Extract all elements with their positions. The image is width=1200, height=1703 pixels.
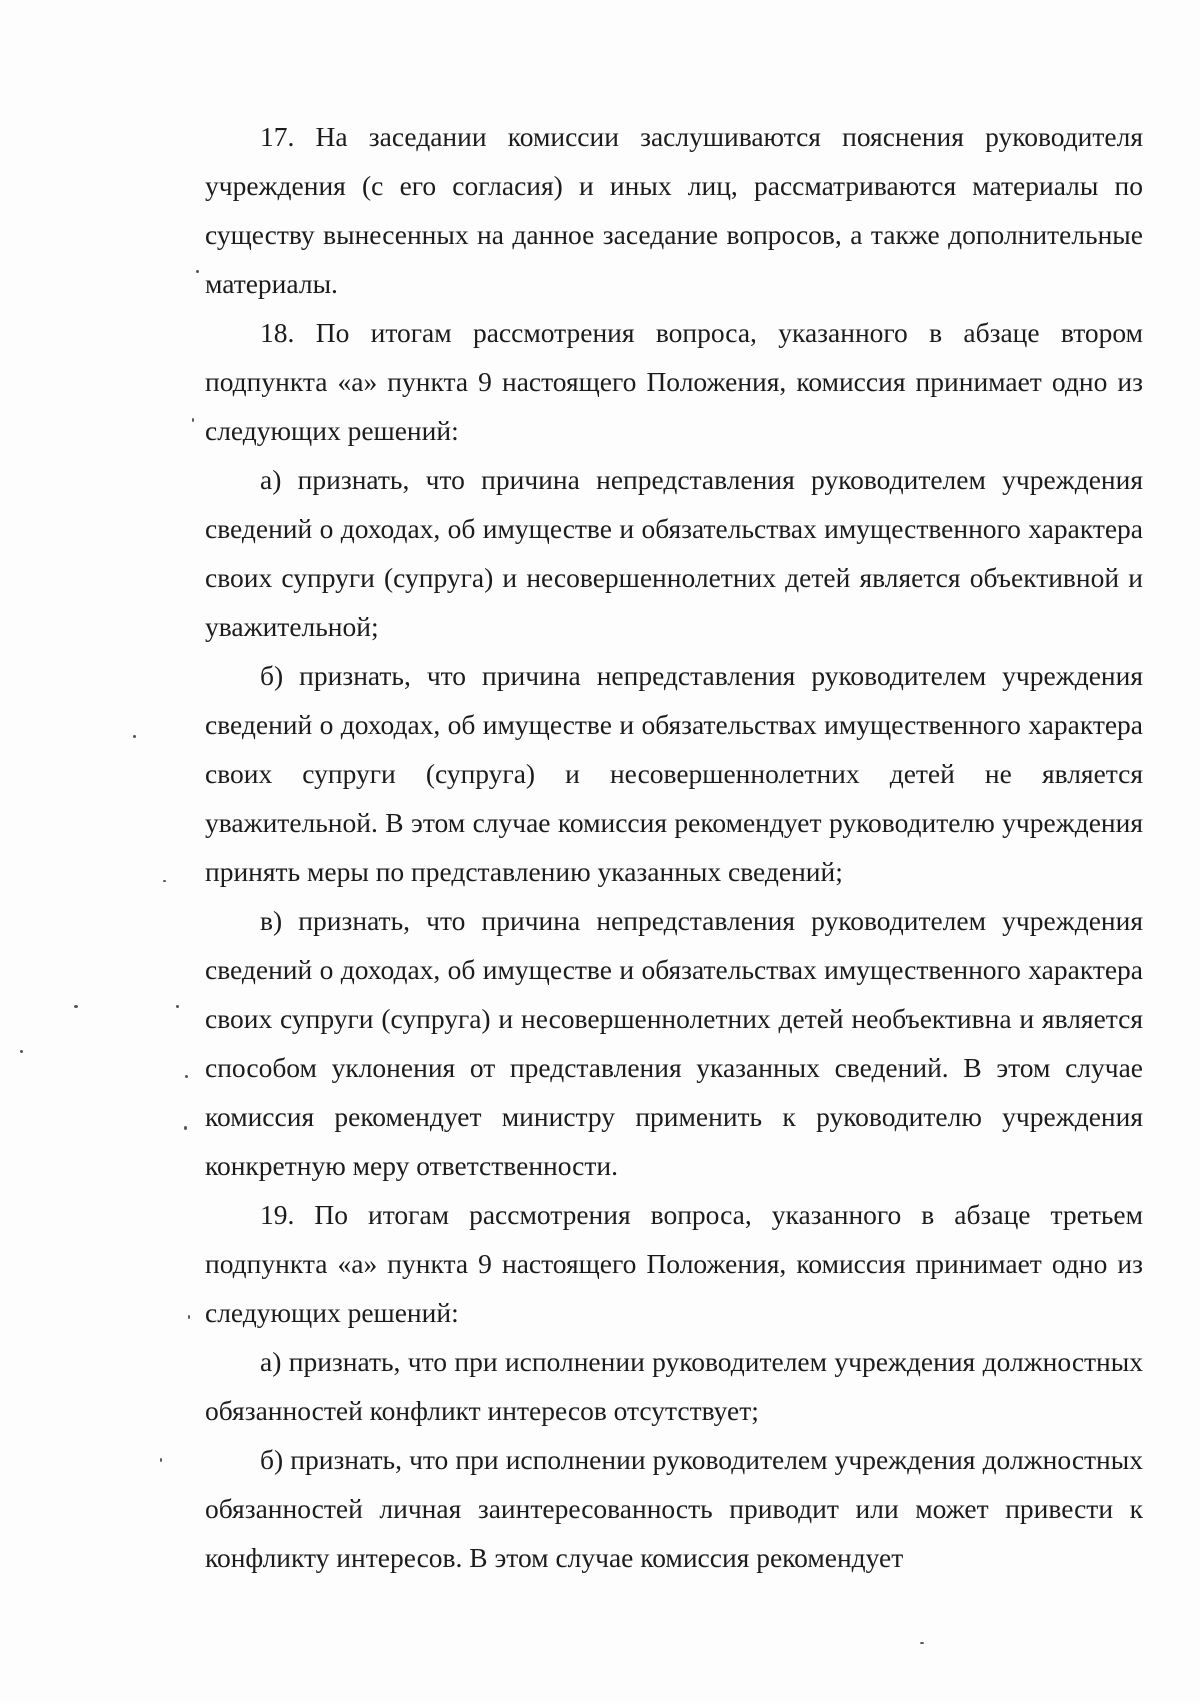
scan-speck	[192, 418, 194, 422]
scan-speck	[20, 1050, 23, 1053]
paragraph-18-v: в) признать, что причина непредставления руководителем учреждения сведений о доходах, об имуществе и обязательствах имущественного характера своих супруги (супруга) и несовершеннолетних детей необъективна и является способом уклонения от представления указанных сведений. В этом случае комиссия рекомендует министру применить к руководителю учреждения конкретную меру ответственности.	[205, 905, 1143, 1181]
paragraph-18-a: а) признать, что причина непредставления руководителем учреждения сведений о доходах, об имуществе и обязательствах имущественного характера своих супруги (супруга) и несовершеннолетних детей является объективной и уважительной;	[205, 464, 1143, 642]
scan-speck	[188, 1315, 190, 1319]
paragraph-19-a: а) признать, что при исполнении руководителем учреждения должностных обязанностей конфликт интересов отсутствует;	[205, 1346, 1143, 1426]
scan-speck	[920, 1642, 924, 1644]
paragraph-19: 19. По итогам рассмотрения вопроса, указанного в абзаце третьем подпункта «а» пункта 9 настоящего Положения, комиссия принимает одно из следующих решений:	[205, 1199, 1143, 1328]
paragraph-18: 18. По итогам рассмотрения вопроса, указанного в абзаце втором подпункта «а» пункта 9 настоящего Положения, комиссия принимает одно из следующих решений:	[205, 317, 1143, 446]
paragraph-18-b: б) признать, что причина непредставления руководителем учреждения сведений о доходах, об имуществе и обязательствах имущественного характера своих супруги (супруга) и несовершеннолетних детей не является уважительной. В этом случае комиссия рекомендует руководителю учреждения принять меры по представлению указанных сведений;	[205, 660, 1143, 887]
scan-speck	[133, 735, 136, 738]
scan-speck	[196, 270, 199, 273]
paragraph-19-b: б) признать, что при исполнении руководителем учреждения должностных обязанностей личная заинтересованность приводит или может привести к конфликту интересов. В этом случае комиссия рекомендует	[205, 1444, 1143, 1573]
paragraph-17: 17. На заседании комиссии заслушиваются пояснения руководителя учреждения (с его согласия) и иных лиц, рассматриваются материалы по существу вынесенных на данное заседание вопросов, а также дополнительные материалы.	[205, 121, 1143, 299]
scan-speck	[184, 1126, 187, 1130]
scan-speck	[163, 880, 166, 882]
scan-speck	[176, 1005, 179, 1008]
document-body	[205, 112, 1143, 1582]
scan-speck	[185, 1075, 188, 1078]
scan-speck	[74, 1005, 78, 1008]
scan-speck	[160, 1458, 162, 1462]
